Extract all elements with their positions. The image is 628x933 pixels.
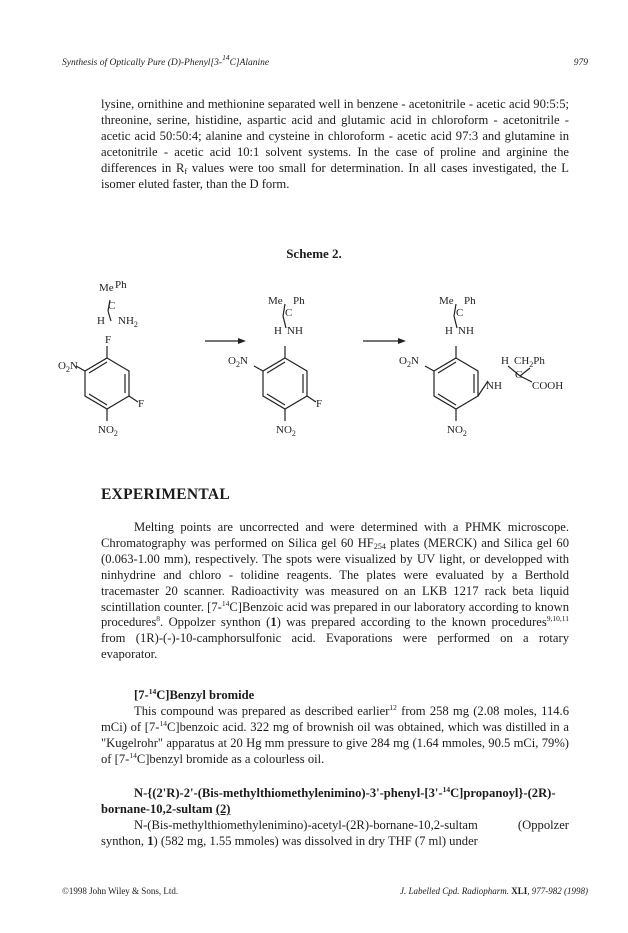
- c1-f2-label: F: [138, 398, 145, 410]
- c2-no2-label: $NO_2$: [276, 424, 296, 438]
- benzyl-bromide-section: [7-$^{14}$C]Benzyl bromide This compound was prepared as described earlier$^{12}$ from 258 mg (2.08 moles, 114.6 mCi) of [7-$^{14}$C]benzoic acid. 322 mg of brownish oil was obtained, which was distilled in a "Kugelrohr" apparatus at 20 Hg mm pressure to give 284 mg (1.64 mmoles, 90.5 mCi, 79%) of [7-$^{14}$C]benzyl bromide as a colourless oil.: [101, 687, 570, 766]
- c2-h-label: H: [274, 325, 282, 337]
- c1-no2-label: $NO_2$: [98, 424, 118, 438]
- reaction-scheme: [58, 276, 580, 471]
- page-footer: [62, 886, 588, 896]
- running-title: Synthesis of Optically Pure (D)-Phenyl[3-$^{14}$C]Alanine: [62, 53, 270, 68]
- c1-me-label: Me: [99, 282, 114, 294]
- c1-o2n-label: $O_2N$: [58, 360, 78, 374]
- c1-ph-label: Ph: [115, 279, 127, 291]
- c3-no2-label: $NO_2$: [447, 424, 467, 438]
- subsection-heading: N-{(2'R)-2'-(Bis-methylthiomethylenimino)-3'-phenyl-[3'-$^{14}$C]propanoyl}-(2R)-bornane-10,2-sultam (2): [101, 785, 556, 816]
- c1-h-label: H: [97, 315, 105, 327]
- c2-nh-label: NH: [287, 325, 303, 337]
- c1-nh2-label: $NH_2$: [118, 315, 138, 329]
- c2-c-label: C: [285, 307, 293, 319]
- c3-nh-label: NH: [458, 325, 474, 337]
- experimental-paragraph: Melting points are uncorrected and were determined with a PHMK microscope. Chromatography was performed on Silica gel 60 $HF_{254}$ plates (MERCK) and Silica gel 60 (0.063-1.00 mm), respectively. The spots were visualized by UV light, or developped with ninhydrine and chloro - tolidine reagents. The plates were evaluated by a Berthold tracemaster 20 scanner. Radioactivity was measured on an LKB 1217 rack beta liquid scintillation counter. [7-$^{14}$C]Benzoic acid was prepared in our laboratory according to known procedures$^8$. Oppolzer synthon (1) was prepared according to the known procedures$^{9,10,11}$ from (1R)-(-)-10-camphorsulfonic acid. Evaporations were performed on a rotary evaporator.: [101, 520, 569, 662]
- page-number: 979: [573, 58, 588, 68]
- c2-me-label: Me: [268, 295, 283, 307]
- c1-f-label: F: [105, 334, 112, 346]
- c2-f-label: F: [316, 398, 323, 410]
- copyright: ©1998 John Wiley & Sons, Ltd.: [62, 886, 179, 896]
- section-heading: EXPERIMENTAL: [101, 486, 231, 503]
- c3-h2-label: H: [501, 355, 509, 367]
- c2-ph-label: Ph: [293, 295, 305, 307]
- journal-citation: J. Labelled Cpd. Radiopharm. XLI, 977-982 (1998): [399, 886, 588, 896]
- c3-me-label: Me: [439, 295, 454, 307]
- c3-cooh-label: COOH: [532, 380, 564, 392]
- c3-c-label: C: [456, 307, 464, 319]
- subsection-heading: [7-$^{14}$C]Benzyl bromide: [134, 687, 255, 702]
- intro-paragraph: lysine, ornithine and methionine separated well in benzene - acetonitrile - acetic acid 90:5:5; threonine, serine, histidine, aspartic acid and glutamic acid in chloroform - acetonitrile - acetic acid 50:50:4; alanine and cysteine in chloroform - acetic acid 97:3 and glutamine in acetonitrile - acetic acid 10:1 solvent systems. In the case of proline and arginine the differences in $R_f$ values were too small for determination. In all cases investigated, the L isomer eluted faster, than the D form.: [101, 97, 569, 191]
- c1-c-label: C: [108, 300, 116, 312]
- c2-o2n-label: $O_2N$: [228, 355, 248, 369]
- sultam-section: N-{(2'R)-2'-(Bis-methylthiomethylenimino)-3'-phenyl-[3'-$^{14}$C]propanoyl}-(2R)-bornane-10,2-sultam (2) N-(Bis-methylthiomethylenimino)-acetyl-(2R)-bornane-10,2-sultam (Oppolzer synthon, 1) (582 mg, 1.55 mmoles) was dissolved in dry THF (7 ml) under: [101, 785, 569, 848]
- c3-nh2-label: NH: [486, 380, 502, 392]
- scheme-title: Scheme 2.: [286, 246, 342, 261]
- c3-c2-label: C: [515, 369, 523, 381]
- c3-ph-label: Ph: [464, 295, 476, 307]
- running-head: [62, 53, 588, 68]
- c3-h-label: H: [445, 325, 453, 337]
- c3-ch2ph-label: $CH_2Ph$: [514, 355, 545, 369]
- c3-o2n-label: $O_2N$: [399, 355, 419, 369]
